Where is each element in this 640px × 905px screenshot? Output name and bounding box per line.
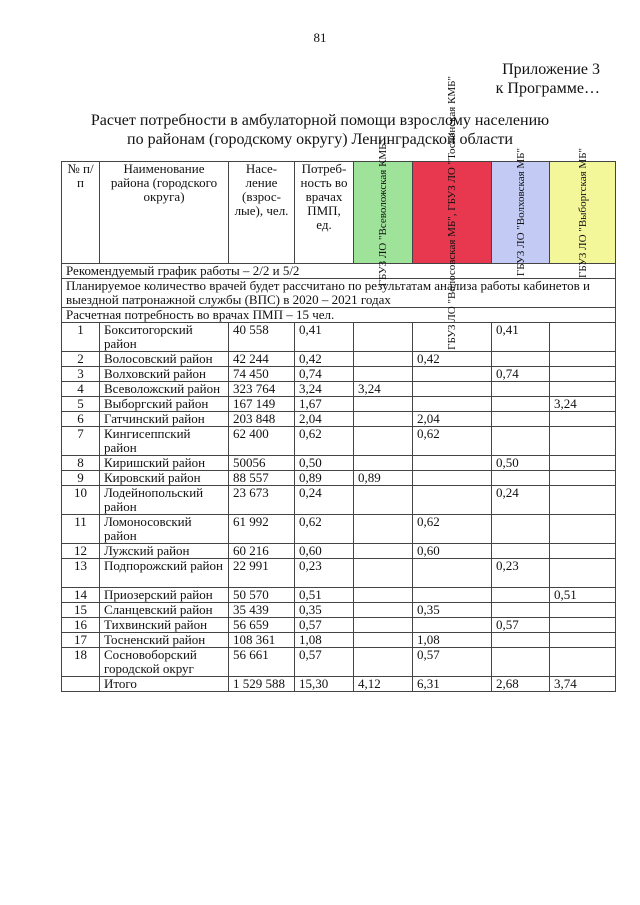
row-org-vsevolozhsk — [354, 367, 413, 382]
row-population: 74 450 — [229, 367, 295, 382]
row-district: Всеволожский район — [100, 382, 229, 397]
row-org-volkhov: 0,57 — [492, 618, 550, 633]
table-row — [62, 486, 616, 515]
row-org-vyborg: 3,24 — [550, 397, 616, 412]
table-header-row — [62, 162, 616, 264]
row-org-vsevolozhsk — [354, 323, 413, 352]
row-num: 7 — [62, 427, 100, 456]
row-num: 12 — [62, 544, 100, 559]
document-title — [0, 111, 640, 149]
header-org-vyborg — [550, 147, 616, 278]
row-population: 62 400 — [229, 427, 295, 456]
header-org-vyborg-label: ГБУЗ ЛО "Выборгская МБ" — [576, 147, 589, 278]
row-district: Бокситогорский район — [100, 323, 229, 352]
row-org-vyborg — [550, 544, 616, 559]
appendix-line-2: к Программе… — [495, 80, 600, 97]
row-org-volkhov — [492, 471, 550, 486]
row-org-volosovo-tosno — [413, 471, 492, 486]
row-org-vsevolozhsk — [354, 603, 413, 618]
table-row — [62, 544, 616, 559]
row-district: Лодейнопольский район — [100, 486, 229, 515]
row-org-vsevolozhsk — [354, 412, 413, 427]
header-population: Насе-ление (взрос-лые), чел. — [229, 162, 295, 264]
row-org-volosovo-tosno: 0,62 — [413, 515, 492, 544]
row-need: 0,51 — [295, 588, 354, 603]
row-org-vyborg — [550, 367, 616, 382]
row-org-volkhov — [492, 648, 550, 677]
row-need: 0,60 — [295, 544, 354, 559]
row-org-vyborg — [550, 559, 616, 588]
row-org-volosovo-tosno: 0,57 — [413, 648, 492, 677]
row-org-vyborg: 0,51 — [550, 588, 616, 603]
row-org-vyborg — [550, 471, 616, 486]
row-org-vsevolozhsk — [354, 456, 413, 471]
row-org-volosovo-tosno — [413, 456, 492, 471]
row-org-volosovo-tosno: 2,04 — [413, 412, 492, 427]
row-need: 2,04 — [295, 412, 354, 427]
row-org-vyborg — [550, 427, 616, 456]
row-org-volkhov — [492, 544, 550, 559]
row-org-volosovo-tosno — [413, 588, 492, 603]
row-org-volkhov — [492, 603, 550, 618]
row-district: Сосновоборский городской округ — [100, 648, 229, 677]
table-total-row — [62, 677, 616, 692]
row-org-volosovo-tosno: 1,08 — [413, 633, 492, 648]
row-num: 15 — [62, 603, 100, 618]
row-org-volkhov — [492, 515, 550, 544]
row-num: 16 — [62, 618, 100, 633]
row-need: 0,74 — [295, 367, 354, 382]
row-district: Волховский район — [100, 367, 229, 382]
header-org-vsevolozhsk-label: ГБУЗ ЛО "Всеволожская КМБ" — [377, 138, 389, 287]
row-org-volkhov — [492, 633, 550, 648]
row-need: 0,62 — [295, 515, 354, 544]
row-need: 1,67 — [295, 397, 354, 412]
row-need: 0,23 — [295, 559, 354, 588]
row-org-volkhov: 0,74 — [492, 367, 550, 382]
header-num: № п/п — [62, 162, 100, 264]
total-row-need: 15,30 — [295, 677, 354, 692]
row-num: 18 — [62, 648, 100, 677]
row-num: 14 — [62, 588, 100, 603]
row-district: Гатчинский район — [100, 412, 229, 427]
row-population: 50 570 — [229, 588, 295, 603]
row-population: 56 659 — [229, 618, 295, 633]
row-population: 88 557 — [229, 471, 295, 486]
table-row — [62, 456, 616, 471]
appendix-label — [496, 60, 600, 98]
row-district: Подпорожский район — [100, 559, 229, 588]
row-population: 61 992 — [229, 515, 295, 544]
row-population: 56 661 — [229, 648, 295, 677]
row-org-volkhov — [492, 352, 550, 367]
row-org-volkhov: 0,24 — [492, 486, 550, 515]
table-body — [62, 264, 616, 692]
row-org-volosovo-tosno: 0,35 — [413, 603, 492, 618]
row-need: 0,89 — [295, 471, 354, 486]
note-row-estimate — [62, 308, 616, 323]
row-org-vyborg — [550, 618, 616, 633]
row-need: 0,24 — [295, 486, 354, 515]
header-org-volosovo-tosno-label: ГБУЗ ЛО "Волосовская МБ", ГБУЗ ЛО "Тосненская КМБ" — [446, 75, 458, 350]
row-org-vyborg — [550, 382, 616, 397]
table-row — [62, 588, 616, 603]
row-org-vyborg — [550, 323, 616, 352]
row-population: 35 439 — [229, 603, 295, 618]
row-num: 17 — [62, 633, 100, 648]
table-row — [62, 397, 616, 412]
row-org-volosovo-tosno — [413, 397, 492, 412]
table-row — [62, 382, 616, 397]
row-num: 5 — [62, 397, 100, 412]
note-row-schedule — [62, 264, 616, 279]
table-row — [62, 559, 616, 588]
row-num: 13 — [62, 559, 100, 588]
row-district: Приозерский район — [100, 588, 229, 603]
total-row-population: 1 529 588 — [229, 677, 295, 692]
row-org-vyborg — [550, 486, 616, 515]
table-row — [62, 427, 616, 456]
row-num: 8 — [62, 456, 100, 471]
row-population: 50056 — [229, 456, 295, 471]
row-num: 11 — [62, 515, 100, 544]
row-org-volkhov — [492, 427, 550, 456]
row-population: 40 558 — [229, 323, 295, 352]
page-number: 81 — [313, 30, 327, 45]
row-need: 0,57 — [295, 618, 354, 633]
row-population: 22 991 — [229, 559, 295, 588]
row-num: 2 — [62, 352, 100, 367]
header-org-vsevolozhsk — [354, 138, 413, 287]
row-org-vsevolozhsk: 3,24 — [354, 382, 413, 397]
table-row — [62, 603, 616, 618]
row-org-vyborg — [550, 603, 616, 618]
row-need: 0,57 — [295, 648, 354, 677]
total-row-district: Итого — [100, 677, 229, 692]
row-district: Тихвинский район — [100, 618, 229, 633]
row-org-vsevolozhsk — [354, 588, 413, 603]
row-org-vyborg — [550, 515, 616, 544]
row-need: 3,24 — [295, 382, 354, 397]
row-org-volosovo-tosno — [413, 486, 492, 515]
row-org-vsevolozhsk — [354, 618, 413, 633]
row-org-vsevolozhsk — [354, 559, 413, 588]
row-org-volosovo-tosno — [413, 382, 492, 397]
title-line-1: Расчет потребности в амбулаторной помощи взрослому населению — [90, 112, 550, 129]
row-org-vyborg — [550, 648, 616, 677]
appendix-line-1: Приложение 3 — [502, 61, 600, 78]
row-population: 108 361 — [229, 633, 295, 648]
row-need: 0,35 — [295, 603, 354, 618]
note-schedule: Рекомендуемый график работы – 2/2 и 5/2 — [62, 264, 616, 279]
row-org-vsevolozhsk — [354, 633, 413, 648]
row-num: 4 — [62, 382, 100, 397]
row-need: 0,50 — [295, 456, 354, 471]
row-district: Сланцевский район — [100, 603, 229, 618]
row-population: 23 673 — [229, 486, 295, 515]
row-org-volkhov: 0,41 — [492, 323, 550, 352]
row-district: Волосовский район — [100, 352, 229, 367]
row-org-volosovo-tosno: 0,60 — [413, 544, 492, 559]
row-num: 10 — [62, 486, 100, 515]
header-org-volkhov — [492, 148, 550, 277]
row-org-vsevolozhsk — [354, 427, 413, 456]
total-row-org-volkhov: 2,68 — [492, 677, 550, 692]
row-org-vsevolozhsk — [354, 486, 413, 515]
row-population: 323 764 — [229, 382, 295, 397]
table-row — [62, 471, 616, 486]
row-org-vyborg — [550, 456, 616, 471]
row-population: 167 149 — [229, 397, 295, 412]
row-org-volkhov — [492, 412, 550, 427]
row-org-volkhov — [492, 588, 550, 603]
total-row-org-vyborg: 3,74 — [550, 677, 616, 692]
row-org-volkhov — [492, 397, 550, 412]
row-district: Ломоносовский район — [100, 515, 229, 544]
row-num: 3 — [62, 367, 100, 382]
row-population: 60 216 — [229, 544, 295, 559]
row-org-volosovo-tosno: 0,42 — [413, 352, 492, 367]
row-need: 0,62 — [295, 427, 354, 456]
table-row — [62, 648, 616, 677]
row-org-volkhov: 0,23 — [492, 559, 550, 588]
title-line-2: по районам (городскому округу) Ленинградской области — [127, 131, 513, 148]
row-need: 0,42 — [295, 352, 354, 367]
row-district: Выборгский район — [100, 397, 229, 412]
total-row-num — [62, 677, 100, 692]
row-org-vsevolozhsk: 0,89 — [354, 471, 413, 486]
row-org-vyborg — [550, 412, 616, 427]
row-org-volkhov — [492, 382, 550, 397]
row-org-vsevolozhsk — [354, 648, 413, 677]
note-row-planned — [62, 279, 616, 308]
row-num: 9 — [62, 471, 100, 486]
row-org-volosovo-tosno: 0,62 — [413, 427, 492, 456]
row-need: 1,08 — [295, 633, 354, 648]
row-org-vsevolozhsk — [354, 515, 413, 544]
table-row — [62, 618, 616, 633]
total-row-org-vsevolozhsk: 4,12 — [354, 677, 413, 692]
table-row — [62, 515, 616, 544]
row-need: 0,41 — [295, 323, 354, 352]
row-district: Тосненский район — [100, 633, 229, 648]
row-org-vyborg — [550, 352, 616, 367]
table-row — [62, 633, 616, 648]
header-org-volkhov-label: ГБУЗ ЛО "Волховская МБ" — [514, 148, 527, 277]
note-estimate: Расчетная потребность во врачах ПМП – 15 чел. — [62, 308, 616, 323]
row-org-vsevolozhsk — [354, 544, 413, 559]
table-row — [62, 323, 616, 352]
row-population: 42 244 — [229, 352, 295, 367]
table-row — [62, 412, 616, 427]
row-org-volosovo-tosno — [413, 618, 492, 633]
row-district: Киришский район — [100, 456, 229, 471]
row-org-vsevolozhsk — [354, 352, 413, 367]
row-org-volosovo-tosno — [413, 559, 492, 588]
row-district: Кингисеппский район — [100, 427, 229, 456]
header-name: Наименование района (городского округа) — [100, 162, 229, 264]
header-org-volosovo-tosno — [413, 75, 492, 350]
table-row — [62, 367, 616, 382]
header-need: Потреб-ность во врачах ПМП, ед. — [295, 162, 354, 264]
row-district: Лужский район — [100, 544, 229, 559]
row-org-volosovo-tosno — [413, 367, 492, 382]
total-row-org-volosovo-tosno: 6,31 — [413, 677, 492, 692]
row-population: 203 848 — [229, 412, 295, 427]
row-org-vyborg — [550, 633, 616, 648]
row-num: 1 — [62, 323, 100, 352]
note-planned: Планируемое количество врачей будет рассчитано по результатам анализа работы кабинетов и выездной патронажной службы (ВПС) в 2020 – 2021 годах — [62, 279, 616, 308]
row-district: Кировский район — [100, 471, 229, 486]
row-org-volkhov: 0,50 — [492, 456, 550, 471]
row-org-vsevolozhsk — [354, 397, 413, 412]
table-row — [62, 352, 616, 367]
row-num: 6 — [62, 412, 100, 427]
